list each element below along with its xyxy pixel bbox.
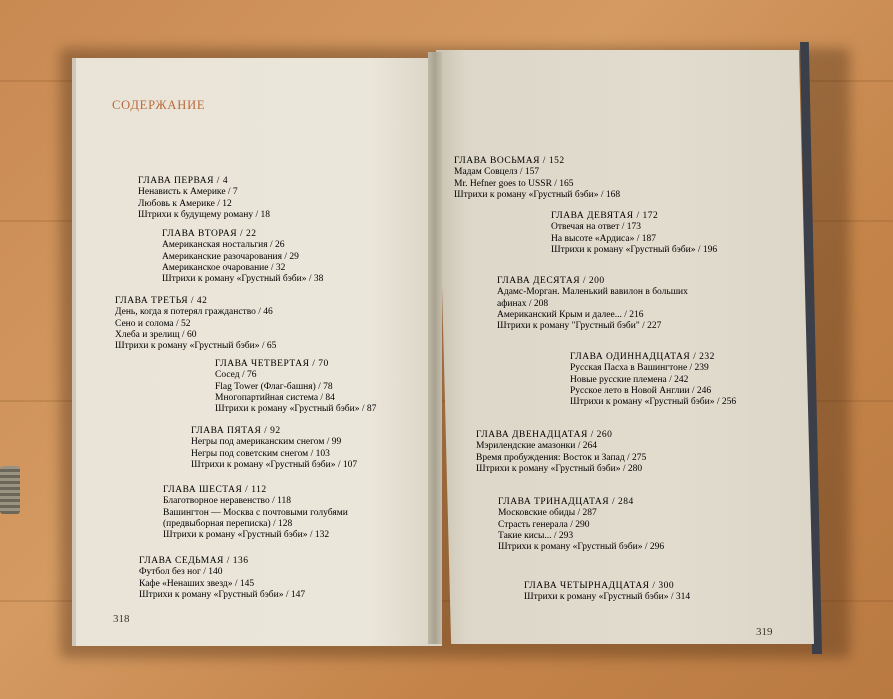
chapter-heading: ГЛАВА ВТОРАЯ / 22 [162, 229, 257, 239]
toc-entry: Штрихи к роману «Грустный бэби» / 168 [454, 189, 621, 200]
toc-entry: Штрихи к роману «Грустный бэби» / 196 [551, 244, 718, 255]
chapter-9 [551, 211, 717, 256]
wristwatch-strap [0, 466, 20, 514]
chapter-heading: ГЛАВА ШЕСТАЯ / 112 [163, 485, 267, 495]
toc-entry: Негры под советским снегом / 103 [191, 448, 330, 459]
toc-entry: (предвыборная переписка) / 128 [163, 518, 293, 529]
toc-title: СОДЕРЖАНИЕ [112, 98, 206, 112]
book-spine [428, 52, 442, 644]
toc-entry: Штрихи к будущему роману / 18 [138, 209, 270, 220]
toc-entry: Штрихи к роману «Грустный бэби» / 132 [163, 530, 330, 541]
toc-entry: Мэрилендские амазонки / 264 [476, 441, 597, 452]
chapter-3 [115, 296, 276, 352]
toc-entry: Страсть генерала / 290 [498, 519, 590, 530]
toc-entry: Русская Пасха в Вашингтоне / 239 [570, 363, 709, 374]
toc-entry: Футбол без ног / 140 [139, 567, 223, 578]
toc-entry: Сосед / 76 [215, 370, 257, 381]
chapter-2 [162, 229, 323, 285]
toc-entry: Любовь к Америке / 12 [138, 198, 232, 209]
chapter-heading: ГЛАВА ДЕСЯТАЯ / 200 [497, 276, 605, 286]
chapter-4 [215, 359, 376, 415]
toc-entry: Многопартийная система / 84 [215, 392, 335, 403]
page-number-right: 319 [756, 626, 773, 638]
toc-entry: Адамс-Морган. Маленький вавилон в больших [497, 287, 688, 298]
toc-entry: Вашингтон — Москва с почтовыми голубями [163, 507, 348, 518]
toc-entry: Штрихи к роману "Грустный бэби" / 227 [497, 321, 662, 332]
toc-entry: Штрихи к роману «Грустный бэби» / 107 [191, 459, 358, 470]
toc-entry: Flag Tower (Флаг-башня) / 78 [215, 381, 333, 392]
toc-entry: День, когда я потерял гражданство / 46 [115, 307, 273, 318]
toc-entry: Американское очарование / 32 [162, 262, 286, 273]
toc-entry: Сено и солома / 52 [115, 318, 191, 329]
toc-entry: Время пробуждения: Восток и Запад / 275 [476, 452, 647, 463]
chapter-7 [139, 556, 305, 601]
toc-entry: Американские разочарования / 29 [162, 251, 299, 262]
toc-entry: Кафе «Ненаших звезд» / 145 [139, 578, 255, 589]
chapter-6 [163, 485, 348, 541]
toc-entry: На высоте «Ардиса» / 187 [551, 233, 656, 244]
toc-entry: Штрихи к роману «Грустный бэби» / 87 [215, 404, 377, 415]
chapter-heading: ГЛАВА ВОСЬМАЯ / 152 [454, 156, 565, 166]
toc-entry: Mr. Hefner goes to USSR / 165 [454, 178, 574, 189]
toc-entry: Штрихи к роману «Грустный бэби» / 280 [476, 463, 643, 474]
chapter-heading: ГЛАВА ДВЕНАДЦАТАЯ / 260 [476, 430, 613, 440]
chapter-10 [497, 276, 688, 332]
chapter-heading: ГЛАВА ТРИНАДЦАТАЯ / 284 [498, 497, 634, 507]
toc-entry: Московские обиды / 287 [498, 508, 597, 519]
toc-entry: Штрихи к роману «Грустный бэби» / 296 [498, 542, 665, 553]
toc-entry: Штрихи к роману «Грустный бэби» / 147 [139, 589, 306, 600]
chapter-heading: ГЛАВА ПЯТАЯ / 92 [191, 426, 281, 436]
toc-entry: Новые русские племена / 242 [570, 374, 689, 385]
toc-entry: Штрихи к роману «Грустный бэби» / 38 [162, 274, 324, 285]
chapter-1 [138, 176, 270, 221]
chapter-heading: ГЛАВА ДЕВЯТАЯ / 172 [551, 211, 659, 221]
toc-entry: Негры под американским снегом / 99 [191, 437, 342, 448]
chapter-13 [498, 497, 664, 553]
toc-entry: Отвечая на ответ / 173 [551, 222, 642, 233]
page-number-left: 318 [113, 613, 130, 625]
toc-entry: Хлеба и зрелищ / 60 [115, 329, 197, 340]
toc-entry: Штрихи к роману «Грустный бэби» / 256 [570, 397, 737, 408]
chapter-11 [570, 352, 736, 408]
toc-entry: Ненависть к Америке / 7 [138, 187, 238, 198]
toc-entry: Штрихи к роману «Грустный бэби» / 314 [524, 592, 691, 603]
toc-entry: Мадам Совцелз / 157 [454, 167, 540, 178]
toc-entry: Благотворное неравенство / 118 [163, 496, 292, 507]
right-page [436, 50, 814, 644]
chapter-heading: ГЛАВА ЧЕТВЕРТАЯ / 70 [215, 359, 329, 369]
toc-entry: Американская ностальгия / 26 [162, 240, 285, 251]
chapter-5 [191, 426, 357, 471]
chapter-heading: ГЛАВА ЧЕТЫРНАДЦАТАЯ / 300 [524, 581, 675, 591]
toc-entry: афинах / 208 [497, 298, 549, 309]
toc-entry: Такие кисы... / 293 [498, 530, 574, 541]
chapter-8 [454, 156, 620, 201]
chapter-heading: ГЛАВА СЕДЬМАЯ / 136 [139, 556, 249, 566]
toc-entry: Русское лето в Новой Англии / 246 [570, 385, 712, 396]
chapter-12 [476, 430, 646, 475]
toc-entry: Штрихи к роману «Грустный бэби» / 65 [115, 341, 277, 352]
chapter-heading: ГЛАВА ОДИННАДЦАТАЯ / 232 [570, 352, 715, 362]
toc-entry: Американский Крым и далее... / 216 [497, 309, 644, 320]
chapter-heading: ГЛАВА ПЕРВАЯ / 4 [138, 176, 229, 186]
chapter-14 [524, 581, 690, 604]
chapter-heading: ГЛАВА ТРЕТЬЯ / 42 [115, 296, 208, 306]
